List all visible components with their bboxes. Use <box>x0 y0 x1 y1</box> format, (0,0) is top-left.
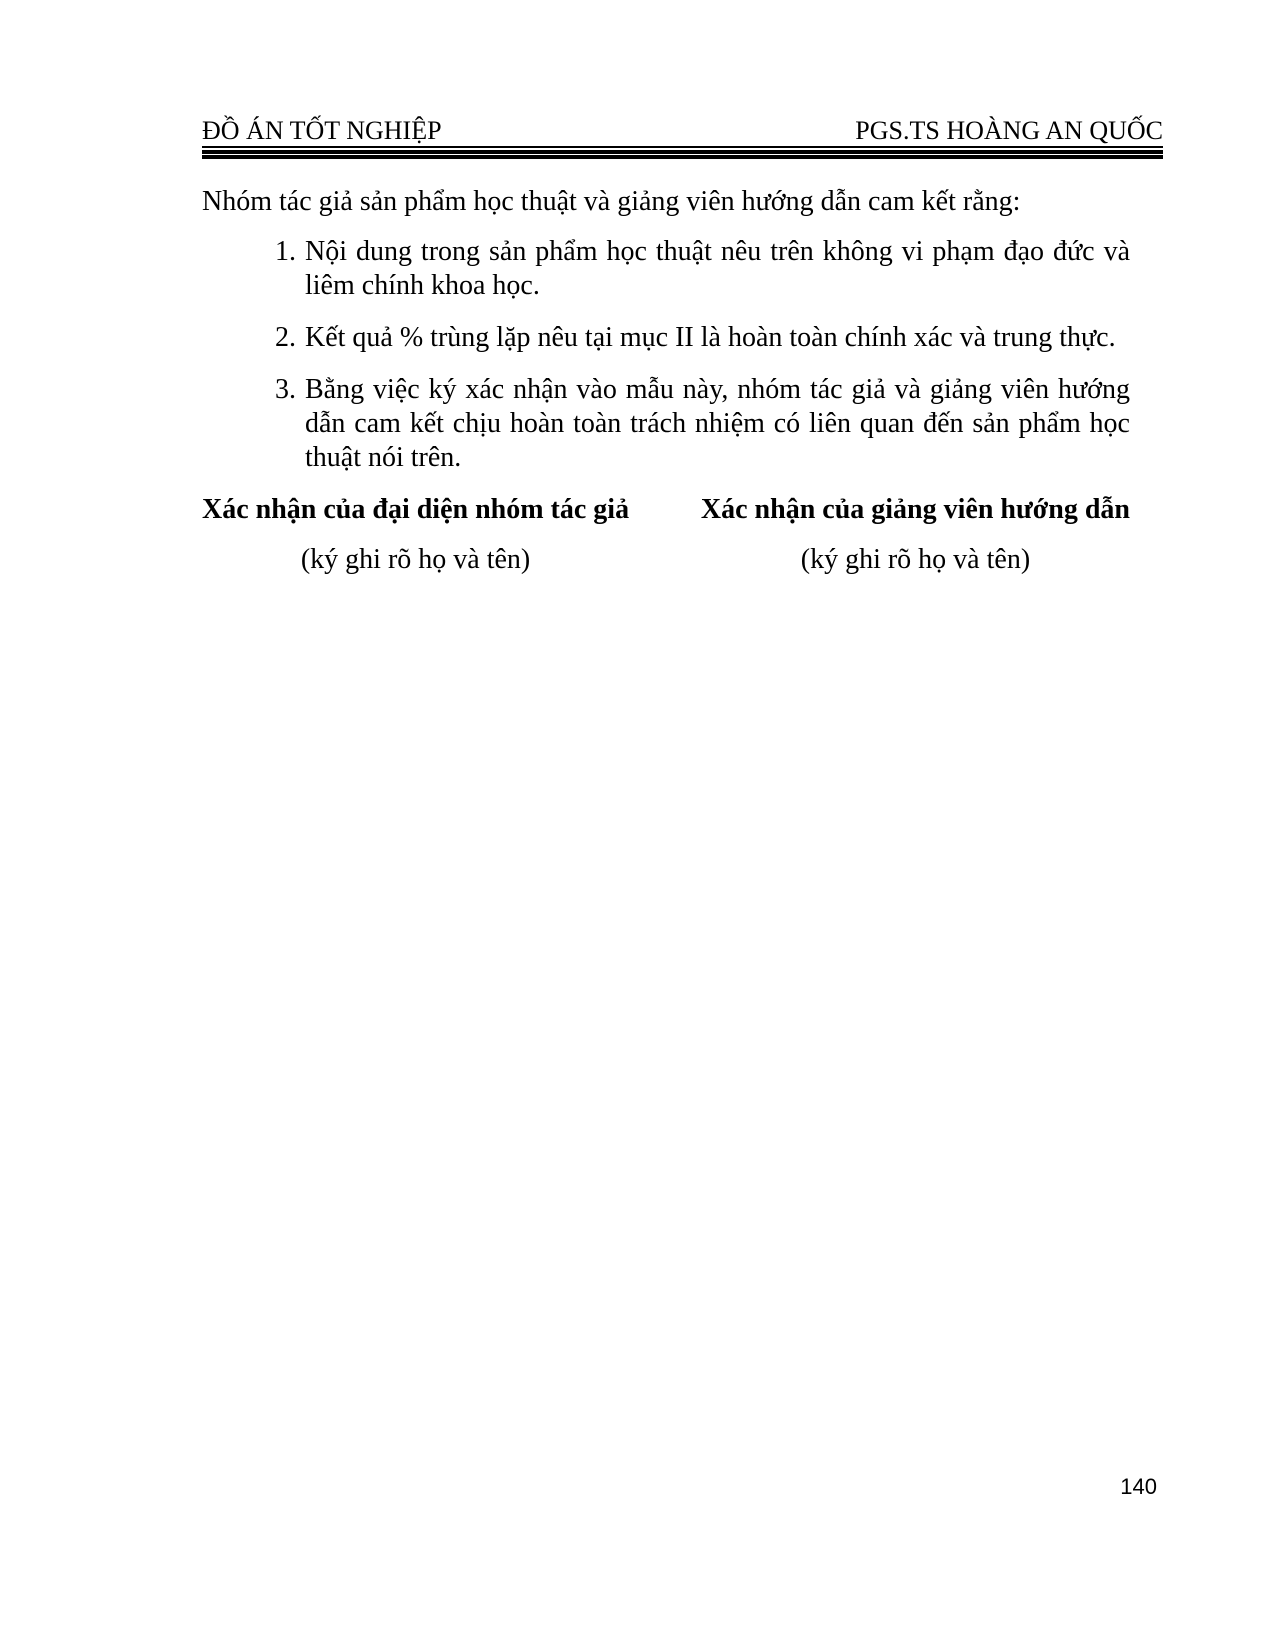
header-rule <box>202 146 1163 159</box>
header-rule-line-thick <box>202 150 1163 154</box>
signature-note-advisor: (ký ghi rõ họ và tên) <box>800 544 1031 575</box>
intro-paragraph: Nhóm tác giả sản phẩm học thuật và giảng viên hướng dẫn cam kết rằng: <box>202 186 1021 217</box>
list-item: 2. Kết quả % trùng lặp nêu tại mục II là hoàn toàn chính xác và trung thực. <box>303 321 1130 355</box>
page-number: 140 <box>1120 1474 1157 1499</box>
header-row <box>202 116 1163 146</box>
header-rule-line-thin <box>202 146 1163 148</box>
document-body <box>202 185 1130 577</box>
list-item: 1. Nội dung trong sản phẩm học thuật nêu trên không vi phạm đạo đức và liêm chính khoa học. <box>303 235 1130 303</box>
header-left-title: ĐỒ ÁN TỐT NGHIỆP <box>202 116 442 145</box>
list-item: 3. Bằng việc ký xác nhận vào mẫu này, nhóm tác giả và giảng viên hướng dẫn cam kết chịu hoàn toàn trách nhiệm có liên quan đến sản phẩm học thuật nói trên. <box>303 373 1130 475</box>
header-rule-line-thick <box>202 155 1163 159</box>
signature-block-advisor <box>701 493 1130 577</box>
page-header <box>202 116 1163 159</box>
signature-title-advisor: Xác nhận của giảng viên hướng dẫn <box>700 494 1130 525</box>
signature-block-authors <box>202 493 629 577</box>
signature-row <box>202 493 1130 577</box>
commitments-list <box>202 235 1130 475</box>
signature-note-authors: (ký ghi rõ họ và tên) <box>300 544 531 575</box>
signature-title-authors: Xác nhận của đại diện nhóm tác giả <box>202 494 630 525</box>
header-right-title: PGS.TS HOÀNG AN QUỐC <box>855 116 1163 145</box>
